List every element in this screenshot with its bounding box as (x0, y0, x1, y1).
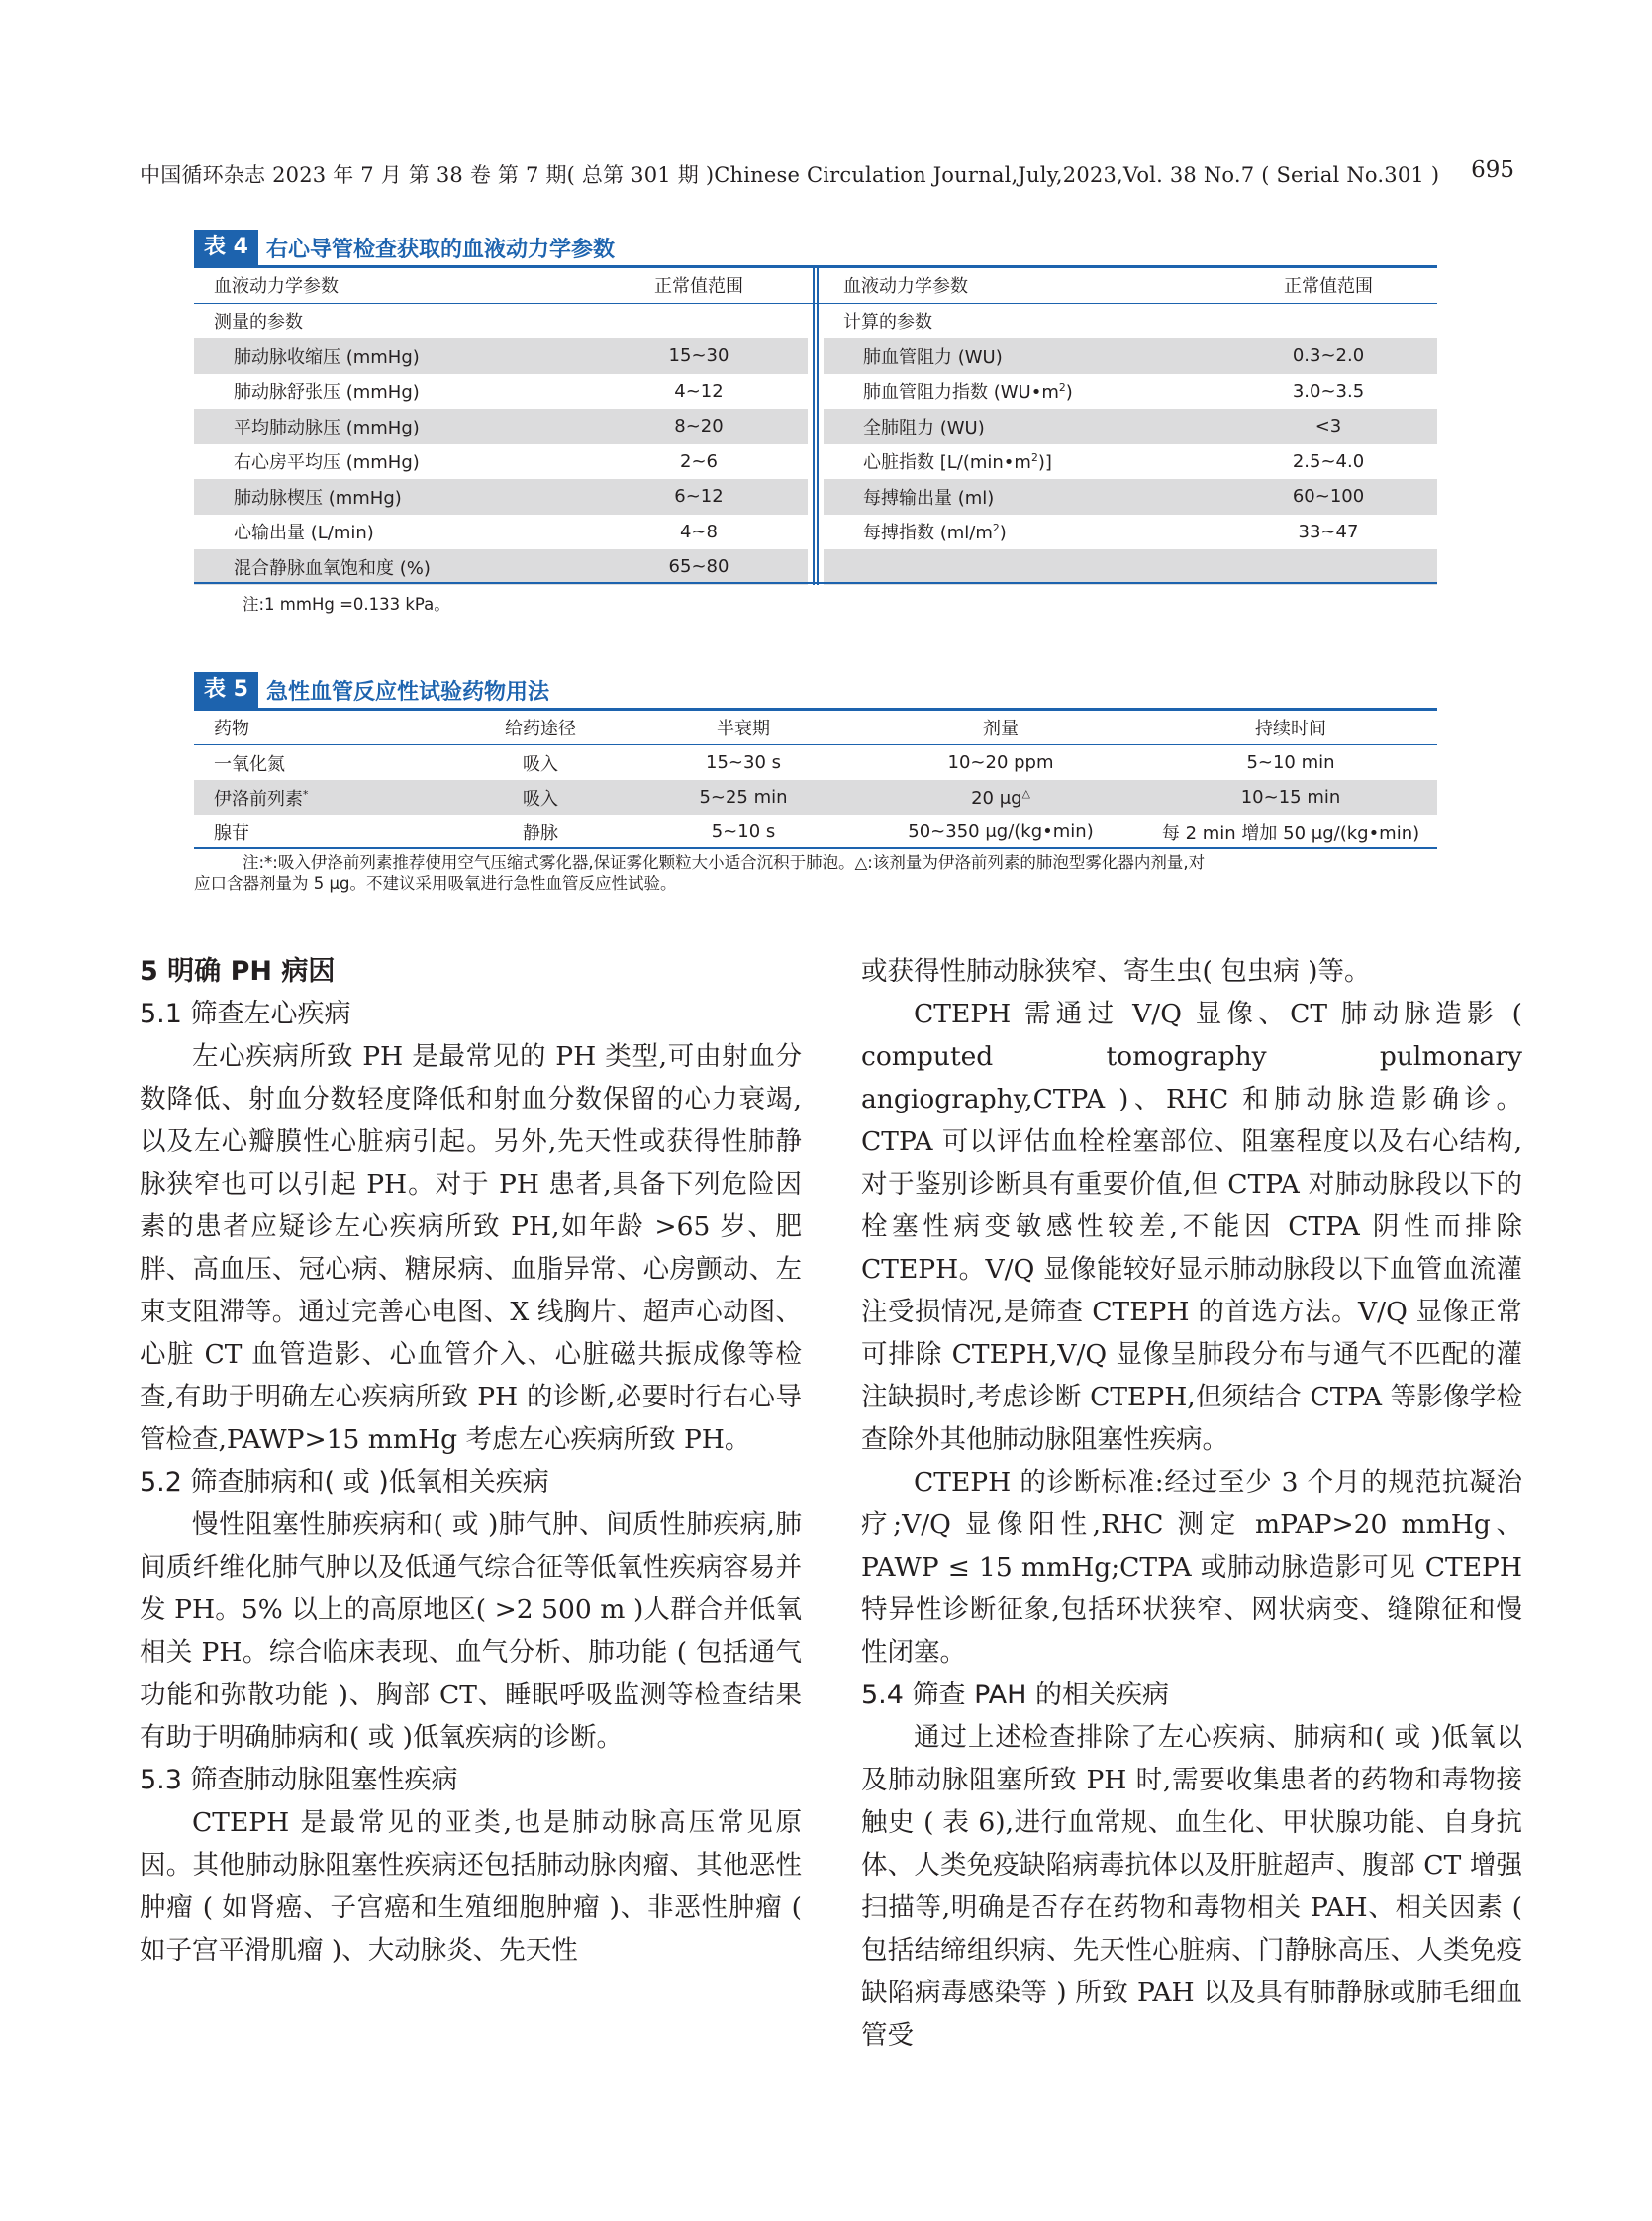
table5 (194, 710, 1437, 849)
table5-bottom-rule (194, 847, 1437, 849)
table-cell: 5~10 min (1246, 752, 1335, 773)
table-cell: 33~47 (1298, 521, 1359, 542)
table-cell: 肺血管阻力指数 $(WU•m^2)$ (863, 381, 1073, 404)
table-cell: 吸入 (523, 788, 558, 810)
table-cell: 6~12 (674, 486, 724, 508)
section-heading-5-3: 5.3 筛查肺动脉阻塞性疾病 (140, 1765, 458, 1795)
paragraph: 通过上述检查排除了左心疾病、肺病和( 或 )低氧以及肺动脉阻塞所致 PH 时,需要收集患者的药物和毒物接触史 ( 表 6),进行血常规、血生化、甲状腺功能、自身抗体、人类免疫缺陷病毒抗体以及肝脏超声、腹部 CT 增强扫描等,明确是否存在药物和毒物相关 PAH、相关因素 ( 包括结缔组织病、先天性心脏病、门静脉高压、人类免疫缺陷病毒感染等 ) 所致 PAH 以及具有肺静脉或肺毛细血管受 (861, 1722, 1522, 2051)
table-cell: 右心房平均压 (mmHg) (234, 452, 420, 474)
table-row (194, 780, 1437, 815)
table-row (194, 338, 1437, 374)
table-cell: 吸入 (523, 753, 558, 775)
table5-caption (194, 672, 549, 708)
table-cell: 心脏指数 $[L/(\min•m^2)]$ (863, 451, 1052, 474)
table5-header-halflife: 半衰期 (717, 718, 770, 739)
paragraph: CTEPH 是最常见的亚类,也是肺动脉高压常见原因。其他肺动脉阻塞性疾病还包括肺动脉肉瘤、其他恶性肿瘤 ( 如肾癌、子宫癌和生殖细胞肿瘤 )、非恶性肿瘤 ( 如子宫平滑肌瘤 )、大动脉炎、先天性 (140, 1807, 802, 1966)
table4-group-left: 测量的参数 (214, 312, 303, 334)
table-cell: 肺动脉收缩压 (mmHg) (234, 346, 420, 368)
table4-col-param-right: 血液动力学参数 (843, 275, 968, 297)
table-cell: 2.5~4.0 (1292, 450, 1365, 472)
table4-number: 表 4 (194, 230, 258, 265)
table4-caption (194, 230, 615, 265)
table-cell: 腺苷 (214, 822, 249, 844)
table4-note: 注:1 mmHg =0.133 kPa。 (243, 595, 450, 614)
right-column (861, 950, 1522, 2057)
table4-col-range-left: 正常值范围 (654, 275, 743, 297)
table5-number: 表 5 (194, 672, 258, 708)
table-cell: 65~80 (668, 556, 729, 578)
section-heading-5-2: 5.2 筛查肺病和( 或 )低氧相关疾病 (140, 1467, 549, 1497)
table4 (194, 267, 1437, 585)
table-cell: 肺血管阻力 (WU) (863, 346, 1003, 368)
table5-note (194, 852, 1437, 894)
table-cell: 5~25 min (699, 787, 788, 808)
paragraph: 或获得性肺动脉狭窄、寄生虫( 包虫病 )等。 (861, 956, 1371, 987)
table-row (194, 444, 1437, 480)
table-row (194, 549, 1437, 585)
table-cell: 3.0~3.5 (1292, 380, 1365, 402)
page-number: 695 (1471, 157, 1514, 183)
table-cell: 0.3~2.0 (1292, 345, 1365, 367)
table-cell: 肺动脉舒张压 (mmHg) (234, 382, 420, 404)
table5-header-drug: 药物 (214, 718, 249, 739)
table-cell: 一氧化氮 (214, 753, 285, 775)
left-column (140, 950, 802, 1972)
paragraph: 左心疾病所致 PH 是最常见的 PH 类型,可由射血分数降低、射血分数轻度降低和射血分数保留的心力衰竭,以及左心瓣膜性心脏病引起。另外,先天性或获得性肺静脉狭窄也可以引起 PH。对于 PH 患者,具备下列危险因素的患者应疑诊左心疾病所致 PH,如年龄 >65 岁、肥胖、高血压、冠心病、糖尿病、血脂异常、心房颤动、左束支阻滞等。通过完善心电图、X 线胸片、超声心动图、心脏 CT 血管造影、心血管介入、心脏磁共振成像等检查,有助于明确左心疾病所致 PH 的诊断,必要时行右心导管检查,PAWP>15 mmHg 考虑左心疾病所致 PH。 (140, 1041, 802, 1455)
table-row (194, 815, 1437, 849)
table-cell: 15~30 (668, 345, 729, 367)
table-cell: 心输出量 (L/min) (234, 523, 374, 544)
paragraph: CTEPH 需通过 V/Q 显像、CT 肺动脉造影 ( computed tomography pulmonary angiography,CTPA )、RHC 和肺动脉造影确诊。CTPA 可以评估血栓栓塞部位、阻塞程度以及右心结构,对于鉴别诊断具有重要价值,但 CTPA 对肺动脉段以下的栓塞性病变敏感性较差,不能因 CTPA 阴性而排除 CTEPH。V/Q 显像能较好显示肺动脉段以下血管血流灌注受损情况,是筛查 CTEPH 的首选方法。V/Q 显像正常可排除 CTEPH,V/Q 显像呈肺段分布与通气不匹配的灌注缺损时,考虑诊断 CTEPH,但须结合 CTPA 等影像学检查除外其他肺动脉阻塞性疾病。 (861, 999, 1522, 1455)
table-cell: 全肺阻力 (WU) (863, 417, 985, 438)
section-heading-5: 5 明确 PH 病因 (140, 956, 336, 987)
table4-title: 右心导管检查获取的血液动力学参数 (265, 237, 615, 262)
table5-note-line2: 应口含器剂量为 5 μg。不建议采用吸氧进行急性血管反应性试验。 (194, 874, 677, 893)
table-row (194, 479, 1437, 515)
paragraph: 慢性阻塞性肺疾病和( 或 )肺气肿、间质性肺疾病,肺间质纤维化肺气肿以及低通气综合征等低氧性疾病容易并发 PH。5% 以上的高原地区( >2 500 m )人群合并低氧相关 PH。综合临床表现、血气分析、肺功能 ( 包括通气功能和弥散功能 )、胸部 CT、睡眠呼吸监测等检查结果有助于明确肺病和( 或 )低氧疾病的诊断。 (140, 1509, 802, 1753)
table-cell: 8~20 (674, 416, 724, 437)
table-cell: 60~100 (1292, 486, 1365, 508)
table-cell: 混合静脉血氧饱和度 (%) (234, 557, 431, 579)
table-cell: 50~350 μg/(kg•min) (908, 821, 1094, 842)
table5-header-duration: 持续时间 (1255, 718, 1326, 739)
table5-note-line1: 注:*:吸入伊洛前列素推荐使用空气压缩式雾化器,保证雾化颗粒大小适合沉积于肺泡。△:该剂量为伊洛前列素的肺泡型雾化器内剂量,对 (243, 853, 1206, 872)
table-cell: 10~20 ppm (947, 752, 1054, 773)
table4-col-param-left: 血液动力学参数 (214, 275, 339, 297)
table-cell: 静脉 (523, 822, 558, 844)
table-cell: 2~6 (680, 450, 718, 472)
table-cell: 每 2 min 增加 50 μg/(kg•min) (1161, 822, 1420, 844)
table-row (194, 409, 1437, 444)
table5-title: 急性血管反应性试验药物用法 (265, 679, 549, 705)
section-heading-5-4: 5.4 筛查 PAH 的相关疾病 (861, 1680, 1170, 1710)
table-cell: 平均肺动脉压 (mmHg) (234, 417, 420, 438)
table4-bottom-rule (194, 582, 1437, 584)
table-cell: 4~12 (674, 380, 724, 402)
table-row (194, 515, 1437, 550)
table-cell: 每搏输出量 (ml) (863, 487, 995, 509)
table-cell: 20 μg△ (971, 786, 1030, 809)
table-cell: 每搏指数 $(ml/m^2)$ (863, 522, 1007, 544)
table-cell: 5~10 s (711, 821, 776, 842)
table-cell: <3 (1314, 416, 1342, 437)
table5-header-route: 给药途径 (505, 718, 576, 739)
table5-header-row (194, 710, 1437, 745)
table4-col-range-right: 正常值范围 (1284, 275, 1373, 297)
table-cell: 肺动脉楔压 (mmHg) (234, 487, 402, 509)
paragraph: CTEPH 的诊断标准:经过至少 3 个月的规范抗凝治疗;V/Q 显像阳性,RHC 测定 mPAP>20 mmHg、PAWP ≤ 15 mmHg;CTPA 或肺动脉造影可见 CTEPH 特异性诊断征象,包括环状狭窄、网状病变、缝隙征和慢性闭塞。 (861, 1467, 1522, 1668)
running-head: 中国循环杂志 2023 年 7 月 第 38 卷 第 7 期( 总第 301 期 )Chinese Circulation Journal,July,2023,Vol. 38 No.7 ( Serial No.301 ) (140, 163, 1440, 187)
table-row (194, 745, 1437, 780)
table-cell: 伊洛前列素* (214, 787, 309, 810)
table5-header-dose: 剂量 (983, 718, 1019, 739)
section-heading-5-1: 5.1 筛查左心疾病 (140, 999, 351, 1029)
table4-group-right: 计算的参数 (843, 312, 932, 334)
table-row (194, 374, 1437, 410)
table-row (194, 304, 1437, 339)
table4-header-row (194, 267, 1437, 304)
table-cell: 4~8 (680, 521, 718, 542)
table-cell: 10~15 min (1240, 787, 1341, 808)
table-cell: 15~30 s (706, 752, 781, 773)
